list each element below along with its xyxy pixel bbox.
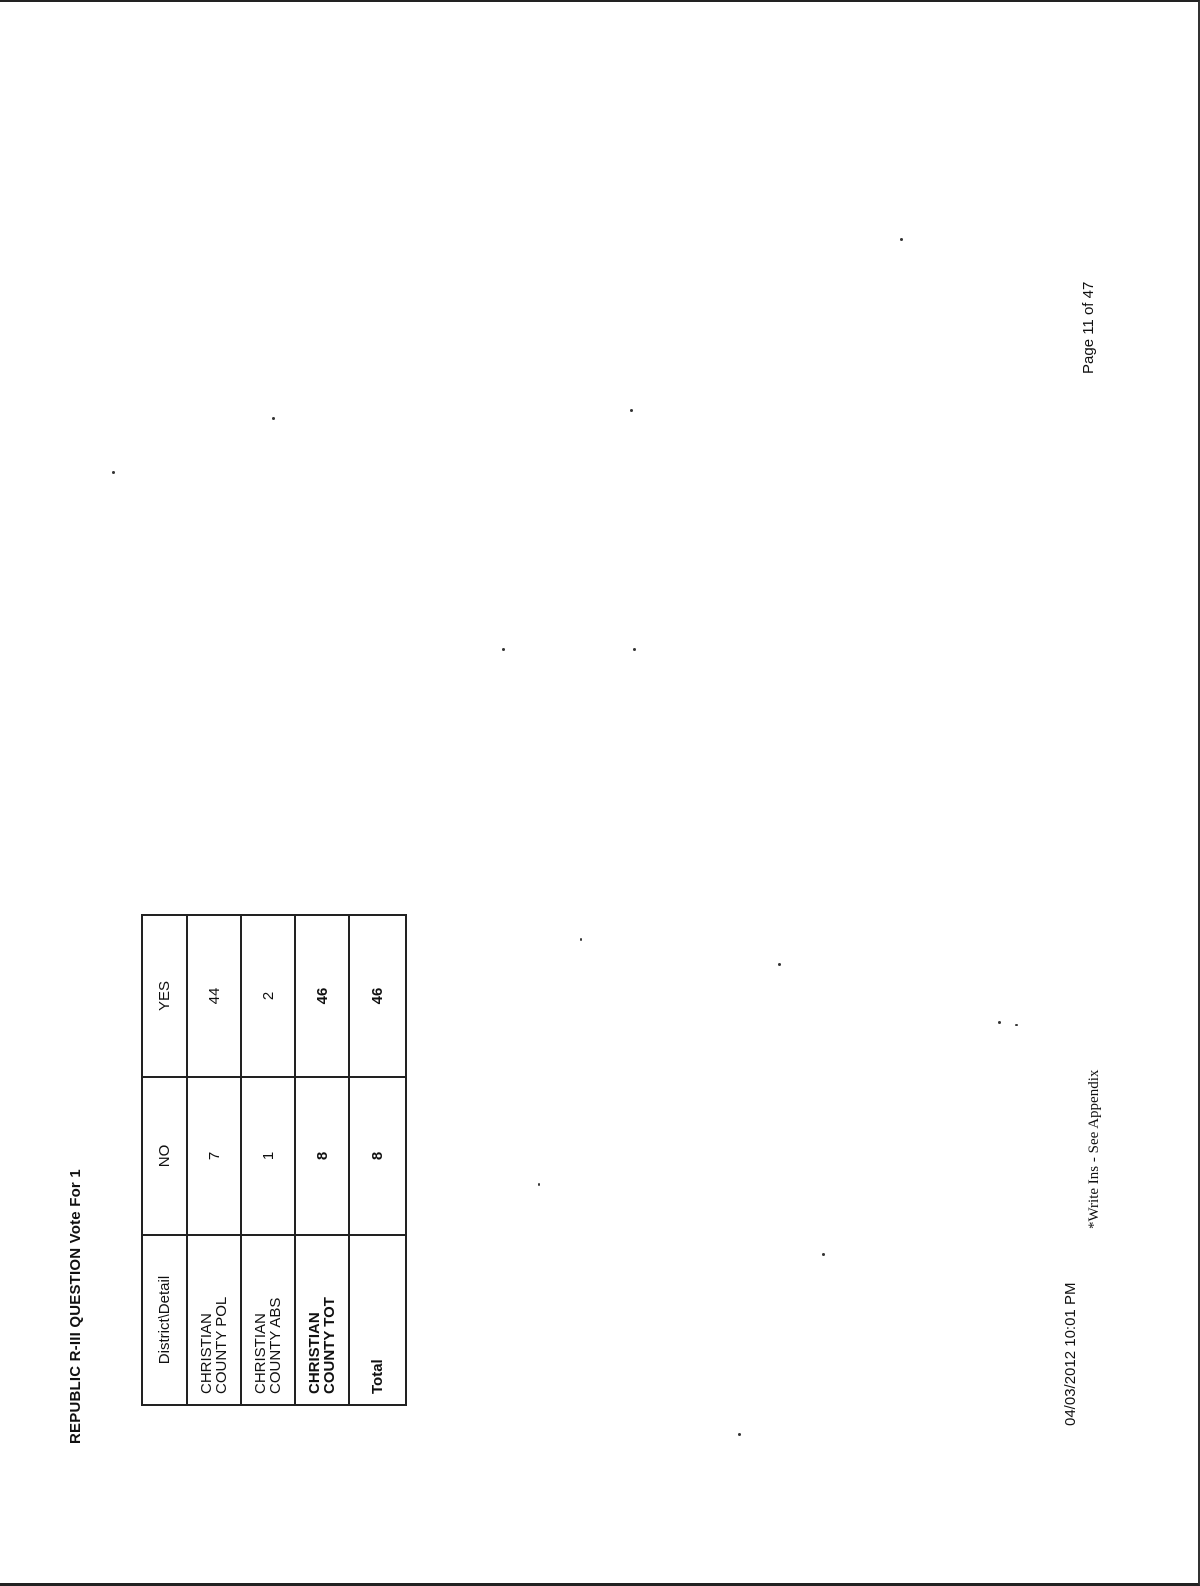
- no-cell: 1: [241, 1077, 295, 1235]
- district-cell: [241, 1235, 295, 1405]
- district-line2: COUNTY POL: [213, 1296, 230, 1394]
- district-line1: CHRISTIAN: [252, 1313, 269, 1394]
- report-timestamp: 04/03/2012 10:01 PM: [1062, 1282, 1079, 1426]
- district-cell: [187, 1235, 241, 1405]
- district-cell: [295, 1235, 349, 1405]
- scan-speck: [822, 1253, 825, 1256]
- scan-speck: [630, 409, 633, 412]
- header-no: NO: [142, 1077, 187, 1235]
- page-number: Page 11 of 47: [1080, 281, 1097, 374]
- yes-cell: 44: [187, 915, 241, 1077]
- scan-speck: [738, 1433, 741, 1436]
- scan-speck: [1015, 1024, 1018, 1026]
- district-line2: COUNTY TOT: [321, 1297, 338, 1394]
- scan-speck: [633, 648, 636, 651]
- no-cell: 8: [295, 1077, 349, 1235]
- district-line1: CHRISTIAN: [198, 1313, 215, 1394]
- results-table: [141, 914, 407, 1406]
- header-district: District\Detail: [142, 1235, 187, 1405]
- scan-speck: [272, 417, 275, 420]
- total-row: [349, 915, 406, 1405]
- table-row: [295, 915, 349, 1405]
- total-no: 8: [349, 1077, 406, 1235]
- total-label: Total: [349, 1235, 406, 1405]
- scan-speck: [538, 1183, 540, 1186]
- table-header-row: [142, 915, 187, 1405]
- table-row: [241, 915, 295, 1405]
- district-line1: CHRISTIAN: [306, 1312, 323, 1394]
- no-cell: 7: [187, 1077, 241, 1235]
- scan-speck: [778, 963, 781, 966]
- report-title: REPUBLIC R-III QUESTION Vote For 1: [67, 1169, 84, 1444]
- total-yes: 46: [349, 915, 406, 1077]
- table-row: [187, 915, 241, 1405]
- header-yes: YES: [142, 915, 187, 1077]
- scan-speck: [580, 938, 582, 941]
- yes-cell: 46: [295, 915, 349, 1077]
- district-line2: COUNTY ABS: [267, 1297, 284, 1394]
- scan-speck: [900, 238, 903, 241]
- yes-cell: 2: [241, 915, 295, 1077]
- scan-speck: [998, 1021, 1001, 1024]
- write-in-note: *Write Ins - See Appendix: [1086, 1069, 1102, 1229]
- scan-speck: [502, 648, 505, 651]
- scan-speck: [112, 471, 115, 474]
